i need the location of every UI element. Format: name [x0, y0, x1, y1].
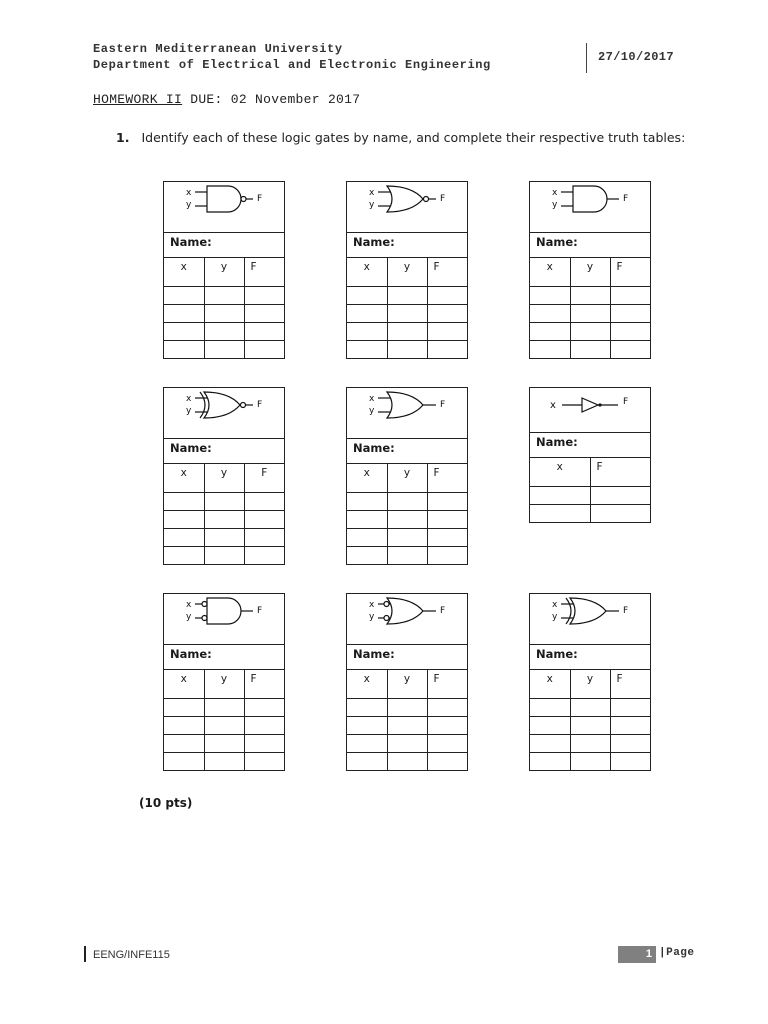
table-cell[interactable]: [387, 341, 427, 359]
output-label: F: [440, 606, 446, 616]
table-cell[interactable]: [387, 699, 427, 717]
header-cell: y: [204, 670, 244, 699]
table-cell[interactable]: [610, 305, 650, 323]
output-label: F: [623, 397, 629, 407]
table-cell[interactable]: [427, 547, 467, 565]
xor-gate-icon: [530, 594, 650, 644]
department-name: Department of Electrical and Electronic Engineering: [93, 58, 491, 72]
table-cell[interactable]: [244, 699, 284, 717]
table-row[interactable]: [164, 735, 284, 753]
table-cell[interactable]: [244, 287, 284, 305]
table-cell[interactable]: [204, 323, 244, 341]
header-cell: x: [347, 464, 387, 493]
table-row[interactable]: [530, 505, 650, 523]
table-cell[interactable]: [244, 341, 284, 359]
table-cell[interactable]: [204, 493, 244, 511]
table-cell[interactable]: [244, 753, 284, 771]
table-row[interactable]: [164, 493, 284, 511]
table-cell[interactable]: [204, 529, 244, 547]
table-row[interactable]: [347, 699, 467, 717]
table-cell[interactable]: [530, 753, 570, 771]
table-row[interactable]: [347, 493, 467, 511]
table-cell[interactable]: [427, 753, 467, 771]
table-header-row: [530, 258, 650, 287]
table-header-row: [164, 670, 284, 699]
or-gate-icon: [347, 388, 467, 438]
table-row[interactable]: [164, 305, 284, 323]
table-cell[interactable]: [530, 487, 590, 505]
header-cell: y: [570, 670, 610, 699]
name-field[interactable]: Name:: [164, 439, 284, 464]
table-row[interactable]: [530, 487, 650, 505]
header-cell: F: [610, 670, 650, 699]
and-gate-icon: [530, 182, 650, 232]
truth-table: [347, 464, 467, 564]
name-field[interactable]: Name:: [347, 439, 467, 464]
table-cell[interactable]: [347, 735, 387, 753]
table-cell[interactable]: [204, 735, 244, 753]
table-row[interactable]: [164, 511, 284, 529]
table-cell[interactable]: [164, 341, 204, 359]
input-y-label: y: [369, 406, 375, 416]
gate-card-xor: [529, 593, 651, 771]
table-row[interactable]: [164, 323, 284, 341]
due-date: DUE: 02 November 2017: [182, 92, 361, 107]
university-name: Eastern Mediterranean University: [93, 42, 343, 56]
table-cell[interactable]: [610, 341, 650, 359]
table-cell[interactable]: [530, 735, 570, 753]
table-cell[interactable]: [530, 505, 590, 523]
table-cell[interactable]: [204, 511, 244, 529]
table-cell[interactable]: [164, 511, 204, 529]
gate-symbol: [347, 388, 467, 439]
output-label: F: [440, 194, 446, 204]
homework-label: HOMEWORK II: [93, 92, 183, 107]
table-cell[interactable]: [387, 287, 427, 305]
table-cell[interactable]: [347, 529, 387, 547]
header-cell: y: [387, 464, 427, 493]
table-cell[interactable]: [427, 699, 467, 717]
table-header-row: [530, 458, 650, 487]
header-cell: y: [387, 258, 427, 287]
table-cell[interactable]: [570, 699, 610, 717]
table-cell[interactable]: [530, 305, 570, 323]
input-y-label: y: [186, 612, 192, 622]
header-cell: F: [244, 670, 284, 699]
truth-table: [164, 670, 284, 770]
table-row[interactable]: [530, 287, 650, 305]
gate-symbol: [530, 182, 650, 233]
output-label: F: [257, 194, 263, 204]
name-field[interactable]: Name:: [164, 645, 284, 670]
gate-card-and-inverted-inputs: [163, 593, 285, 771]
output-label: F: [257, 400, 263, 410]
gate-symbol: [530, 388, 650, 433]
table-cell[interactable]: [347, 305, 387, 323]
table-cell[interactable]: [347, 341, 387, 359]
footer-bar: [84, 946, 86, 962]
gate-card-or-inverted-inputs: [346, 593, 468, 771]
input-x-label: x: [552, 600, 558, 610]
table-cell[interactable]: [570, 287, 610, 305]
table-cell[interactable]: [610, 717, 650, 735]
table-cell[interactable]: [387, 529, 427, 547]
input-y-label: y: [186, 200, 192, 210]
table-cell[interactable]: [347, 547, 387, 565]
table-cell[interactable]: [570, 735, 610, 753]
table-header-row: [347, 464, 467, 493]
table-cell[interactable]: [244, 511, 284, 529]
output-label: F: [440, 400, 446, 410]
table-cell[interactable]: [164, 699, 204, 717]
table-row[interactable]: [530, 341, 650, 359]
table-cell[interactable]: [204, 305, 244, 323]
table-row[interactable]: [347, 305, 467, 323]
table-cell[interactable]: [347, 323, 387, 341]
table-cell[interactable]: [570, 717, 610, 735]
truth-table: [347, 670, 467, 770]
table-row[interactable]: [347, 511, 467, 529]
input-x-label: x: [369, 394, 375, 404]
header-cell: x: [530, 458, 590, 487]
table-cell[interactable]: [164, 735, 204, 753]
table-cell[interactable]: [204, 287, 244, 305]
header-cell: F: [590, 458, 650, 487]
gate-card-nor: [346, 181, 468, 359]
table-row[interactable]: [164, 529, 284, 547]
table-cell[interactable]: [244, 323, 284, 341]
header-cell: x: [347, 670, 387, 699]
page-label: |Page: [659, 947, 695, 959]
input-y-label: y: [186, 406, 192, 416]
table-cell[interactable]: [244, 493, 284, 511]
table-cell[interactable]: [164, 547, 204, 565]
table-cell[interactable]: [570, 305, 610, 323]
table-row[interactable]: [347, 753, 467, 771]
table-header-row: [347, 258, 467, 287]
homework-title: [93, 92, 360, 107]
table-cell[interactable]: [530, 717, 570, 735]
table-row[interactable]: [164, 699, 284, 717]
table-cell[interactable]: [530, 287, 570, 305]
table-cell[interactable]: [570, 753, 610, 771]
table-cell[interactable]: [387, 717, 427, 735]
gate-card-xnor: [163, 387, 285, 565]
points-label: (10 pts): [139, 796, 193, 810]
table-row[interactable]: [530, 753, 650, 771]
header-cell: x: [164, 464, 204, 493]
table-cell[interactable]: [570, 323, 610, 341]
nor-gate-icon: [347, 182, 467, 232]
input-x-label: x: [369, 188, 375, 198]
table-cell[interactable]: [387, 547, 427, 565]
truth-table: [164, 464, 284, 564]
table-cell[interactable]: [164, 493, 204, 511]
input-x-label: x: [550, 400, 556, 411]
xnor-gate-icon: [164, 388, 284, 438]
input-x-label: x: [552, 188, 558, 198]
table-cell[interactable]: [427, 305, 467, 323]
page-number: 1: [618, 946, 656, 963]
header-cell: y: [387, 670, 427, 699]
table-cell[interactable]: [244, 735, 284, 753]
table-cell[interactable]: [347, 699, 387, 717]
input-x-label: x: [186, 600, 192, 610]
header-cell: x: [164, 670, 204, 699]
input-x-label: x: [369, 600, 375, 610]
table-cell[interactable]: [347, 287, 387, 305]
table-header-row: [530, 670, 650, 699]
header-date: 27/10/2017: [598, 50, 675, 64]
table-cell[interactable]: [204, 699, 244, 717]
table-cell[interactable]: [387, 493, 427, 511]
table-cell[interactable]: [244, 717, 284, 735]
truth-table: [347, 258, 467, 358]
nand-gate-icon: [164, 182, 284, 232]
header-cell: F: [427, 464, 467, 493]
table-cell[interactable]: [347, 511, 387, 529]
question-text: Identify each of these logic gates by name, and complete their respective truth tables:: [141, 130, 686, 145]
input-y-label: y: [369, 200, 375, 210]
header-cell: y: [204, 464, 244, 493]
name-field[interactable]: Name:: [347, 645, 467, 670]
header-cell: x: [347, 258, 387, 287]
header-cell: F: [244, 464, 284, 493]
header-cell: F: [244, 258, 284, 287]
truth-table: [530, 258, 650, 358]
table-cell[interactable]: [610, 735, 650, 753]
table-cell[interactable]: [387, 735, 427, 753]
table-cell[interactable]: [347, 493, 387, 511]
table-cell[interactable]: [387, 753, 427, 771]
input-y-label: y: [552, 200, 558, 210]
table-cell[interactable]: [427, 717, 467, 735]
output-label: F: [623, 194, 629, 204]
gate-card-and: [529, 181, 651, 359]
footer-course: EENG/INFE115: [93, 949, 170, 961]
name-field[interactable]: Name:: [530, 645, 650, 670]
header-cell: F: [427, 670, 467, 699]
header-cell: F: [427, 258, 467, 287]
header-cell: x: [530, 258, 570, 287]
gate-symbol: [347, 594, 467, 645]
table-cell[interactable]: [164, 753, 204, 771]
table-row[interactable]: [164, 287, 284, 305]
header-cell: x: [530, 670, 570, 699]
table-cell[interactable]: [610, 699, 650, 717]
table-cell[interactable]: [204, 341, 244, 359]
table-cell[interactable]: [204, 717, 244, 735]
table-cell[interactable]: [204, 753, 244, 771]
table-cell[interactable]: [427, 511, 467, 529]
input-y-label: y: [552, 612, 558, 622]
table-cell[interactable]: [244, 547, 284, 565]
gate-symbol: [164, 594, 284, 645]
table-header-row: [164, 464, 284, 493]
table-row[interactable]: [347, 287, 467, 305]
gate-symbol: [347, 182, 467, 233]
table-cell[interactable]: [164, 717, 204, 735]
gate-symbol: [530, 594, 650, 645]
output-label: F: [623, 606, 629, 616]
table-row[interactable]: [347, 735, 467, 753]
table-cell[interactable]: [610, 753, 650, 771]
name-field[interactable]: Name:: [530, 233, 650, 258]
table-cell[interactable]: [530, 699, 570, 717]
gate-card-or: [346, 387, 468, 565]
table-cell[interactable]: [427, 323, 467, 341]
or-inverted-inputs-gate-icon: [347, 594, 467, 644]
table-cell[interactable]: [570, 341, 610, 359]
table-cell[interactable]: [387, 305, 427, 323]
input-x-label: x: [186, 188, 192, 198]
table-cell[interactable]: [204, 547, 244, 565]
header-divider: [586, 43, 587, 73]
gate-symbol: [164, 182, 284, 233]
table-row[interactable]: [164, 547, 284, 565]
table-row[interactable]: [164, 717, 284, 735]
input-y-label: y: [369, 612, 375, 622]
name-field[interactable]: Name:: [530, 433, 650, 458]
table-row[interactable]: [530, 717, 650, 735]
table-cell[interactable]: [347, 753, 387, 771]
header-cell: y: [570, 258, 610, 287]
header-cell: x: [164, 258, 204, 287]
input-x-label: x: [186, 394, 192, 404]
table-row[interactable]: [530, 323, 650, 341]
table-header-row: [164, 258, 284, 287]
table-cell[interactable]: [590, 505, 650, 523]
table-row[interactable]: [164, 753, 284, 771]
truth-table: [530, 670, 650, 770]
header-cell: F: [610, 258, 650, 287]
question-number: 1.: [116, 130, 130, 145]
table-row[interactable]: [347, 341, 467, 359]
table-cell[interactable]: [244, 305, 284, 323]
table-header-row: [347, 670, 467, 699]
name-field[interactable]: Name:: [164, 233, 284, 258]
question-1: [116, 130, 685, 145]
table-cell[interactable]: [610, 287, 650, 305]
table-row[interactable]: [347, 529, 467, 547]
gate-symbol: [164, 388, 284, 439]
table-cell[interactable]: [590, 487, 650, 505]
table-cell[interactable]: [427, 341, 467, 359]
table-cell[interactable]: [387, 323, 427, 341]
buffer-gate-icon: [530, 388, 650, 432]
table-cell[interactable]: [164, 529, 204, 547]
output-label: F: [257, 606, 263, 616]
name-field[interactable]: Name:: [347, 233, 467, 258]
table-row[interactable]: [530, 735, 650, 753]
table-cell[interactable]: [244, 529, 284, 547]
table-row[interactable]: [347, 323, 467, 341]
and-inverted-inputs-gate-icon: [164, 594, 284, 644]
table-row[interactable]: [530, 699, 650, 717]
table-row[interactable]: [347, 547, 467, 565]
table-cell[interactable]: [427, 735, 467, 753]
table-row[interactable]: [347, 717, 467, 735]
table-cell[interactable]: [610, 323, 650, 341]
table-row[interactable]: [164, 341, 284, 359]
table-cell[interactable]: [387, 511, 427, 529]
gate-card-buffer: [529, 387, 651, 523]
header-cell: y: [204, 258, 244, 287]
truth-table: [530, 458, 650, 522]
table-cell[interactable]: [530, 341, 570, 359]
table-cell[interactable]: [427, 493, 467, 511]
table-cell[interactable]: [427, 287, 467, 305]
table-cell[interactable]: [164, 305, 204, 323]
table-cell[interactable]: [530, 323, 570, 341]
table-cell[interactable]: [164, 323, 204, 341]
table-cell[interactable]: [164, 287, 204, 305]
truth-table: [164, 258, 284, 358]
table-cell[interactable]: [347, 717, 387, 735]
table-row[interactable]: [530, 305, 650, 323]
gate-card-nand: [163, 181, 285, 359]
table-cell[interactable]: [427, 529, 467, 547]
